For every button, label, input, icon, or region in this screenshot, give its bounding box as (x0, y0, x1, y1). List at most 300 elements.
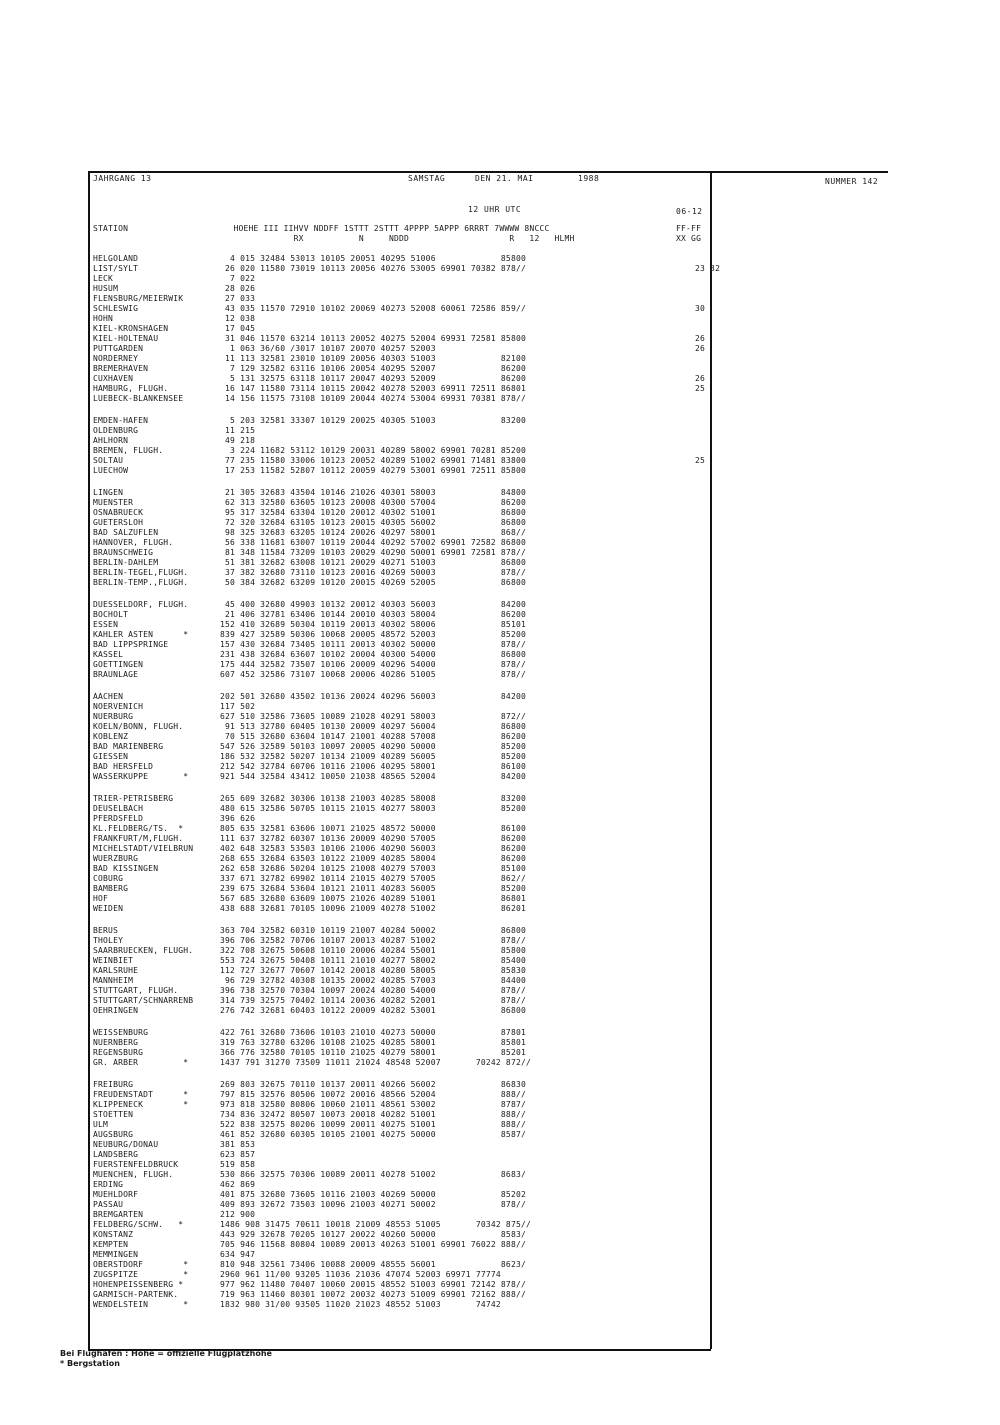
station-name: FREUDENSTADT * (93, 1090, 189, 1099)
station-observations: 202 501 32680 43502 10136 20024 40296 56003 84200 (220, 692, 527, 701)
station-name: KOBLENZ (93, 732, 129, 741)
station-row (93, 1290, 713, 1300)
footnote-airports: Bei Flughäfen : Höhe = offizielle Flugplatzhöhe (60, 1349, 272, 1358)
station-observations: 734 836 32472 80507 10073 20018 40282 51001 888// (220, 1110, 527, 1119)
station-name: FRANKFURT/M,FLUGH. (93, 834, 184, 843)
station-row (93, 692, 713, 702)
station-name: FUERSTENFELDBRUCK (93, 1160, 179, 1169)
station-name: SOLTAU (93, 456, 124, 465)
station-observations: 5 131 32575 63118 10117 20047 40293 52009 86200 (220, 374, 527, 383)
station-observations: 366 776 32580 70105 10110 21025 40279 58001 85201 (220, 1048, 527, 1057)
right-header-line-1: FF-FF (676, 224, 702, 233)
station-observations: 98 325 32683 63205 10124 20026 40297 58001 868// (220, 528, 527, 537)
station-name: GUETERSLOH (93, 518, 144, 527)
day-label: SAMSTAG (408, 174, 446, 183)
station-name: STUTTGART/SCHNARRENB (93, 996, 194, 1005)
station-row (93, 1006, 713, 1016)
station-row (93, 742, 713, 752)
station-observations: 96 729 32782 40308 10135 20002 40285 57003 84400 (220, 976, 527, 985)
station-row (93, 996, 713, 1006)
station-observations: 5 203 32581 33307 10129 20025 40305 51003 83200 (220, 416, 527, 425)
station-name: MUENSTER (93, 498, 134, 507)
station-row (93, 548, 713, 558)
station-observations: 1832 980 31/00 93505 11020 21023 48552 51003 74742 (220, 1300, 501, 1309)
station-observations: 50 384 32682 63209 10120 20015 40269 52005 86800 (220, 578, 527, 587)
station-name: HANNOVER, FLUGH. (93, 538, 174, 547)
station-observations: 72 320 32684 63105 10123 20015 40305 56002 86800 (220, 518, 527, 527)
station-observations: 276 742 32681 60403 10122 20009 40282 53001 86800 (220, 1006, 527, 1015)
station-observations: 627 510 32586 73605 10089 21028 40291 58003 872// (220, 712, 527, 721)
station-observations: 462 869 (220, 1180, 256, 1189)
station-name: NUERBURG (93, 712, 134, 721)
station-name: KONSTANZ (93, 1230, 134, 1239)
station-observations: 112 727 32677 70607 10142 20018 40280 58005 85830 (220, 966, 527, 975)
station-name: DEUSELBACH (93, 804, 144, 813)
station-observations: 1 063 36/60 /3017 10107 20070 40257 52003 (220, 344, 436, 353)
station-row (93, 1048, 713, 1058)
station-row (93, 640, 713, 650)
station-row (93, 834, 713, 844)
station-name: HELGOLAND (93, 254, 139, 263)
station-row (93, 538, 713, 548)
station-name: BREMEN, FLUGH. (93, 446, 164, 455)
station-name: MICHELSTADT/VIELBRUN (93, 844, 194, 853)
station-observations: 977 962 11480 70407 10060 20015 48552 51003 69901 72142 878// (220, 1280, 527, 1289)
station-observations: 11 113 32581 23010 10109 20056 40303 51003 82100 (220, 354, 527, 363)
station-name: WASSERKUPPE * (93, 772, 189, 781)
station-wind-gust: 23 32 (695, 264, 721, 273)
station-name: HAMBURG, FLUGH. (93, 384, 169, 393)
station-row (93, 1130, 713, 1140)
station-observations: 81 348 11584 73209 10103 20029 40290 50001 69901 72581 878// (220, 548, 527, 557)
station-row (93, 456, 713, 466)
station-wind-gust: 25 (695, 456, 706, 465)
station-observations: 4 015 32484 53013 10105 20051 40295 51006 85800 (220, 254, 527, 263)
station-observations: 28 026 (220, 284, 256, 293)
station-observations: 31 046 11570 63214 10113 20052 40275 52004 69931 72581 85800 (220, 334, 527, 343)
station-row (93, 752, 713, 762)
station-observations: 186 532 32582 50207 10134 21009 40289 56005 85200 (220, 752, 527, 761)
station-observations: 12 038 (220, 314, 256, 323)
station-row (93, 426, 713, 436)
station-row (93, 824, 713, 834)
station-name: HOHENPEISSENBERG * (93, 1280, 184, 1289)
station-name: BAMBERG (93, 884, 129, 893)
station-row (93, 578, 713, 588)
column-header-line-2: RX N NDDD R 12 HLMH (93, 234, 575, 243)
station-name: OSNABRUECK (93, 508, 144, 517)
station-name: NEUBURG/DONAU (93, 1140, 159, 1149)
station-row (93, 884, 713, 894)
station-name: KL.FELDBERG/TS. * (93, 824, 184, 833)
station-row (93, 904, 713, 914)
utc-label: 12 UHR UTC (468, 205, 522, 214)
station-observations: 443 929 32678 70205 10127 20022 40260 50000 8583/ (220, 1230, 527, 1239)
station-row (93, 508, 713, 518)
station-row (93, 294, 713, 304)
station-name: NOERVENICH (93, 702, 144, 711)
station-row (93, 1100, 713, 1110)
station-row (93, 344, 713, 354)
station-observations: 2960 961 11/00 93205 11036 21036 47074 52003 69971 77774 (220, 1270, 501, 1279)
station-name: LINGEN (93, 488, 124, 497)
station-observations: 522 838 32575 80206 10099 20011 40275 51001 888// (220, 1120, 527, 1129)
station-observations: 117 502 (220, 702, 256, 711)
station-observations: 480 615 32586 50705 10115 21015 40277 58003 85200 (220, 804, 527, 813)
station-observations: 56 338 11681 63007 10119 20044 40292 57002 69901 72582 86800 (220, 538, 527, 547)
station-name: KIEL-KRONSHAGEN (93, 324, 169, 333)
station-row (93, 986, 713, 996)
station-name: BERLIN-TEGEL,FLUGH. (93, 568, 189, 577)
station-row (93, 936, 713, 946)
station-row (93, 498, 713, 508)
station-row (93, 1028, 713, 1038)
station-observations: 157 430 32684 73405 10111 20013 40302 50000 878// (220, 640, 527, 649)
station-row (93, 558, 713, 568)
station-row (93, 874, 713, 884)
date-label: DEN 21. MAI (475, 174, 534, 183)
station-name: BOCHOLT (93, 610, 129, 619)
station-row (93, 1038, 713, 1048)
station-observations: 409 893 32672 73503 10096 21003 40271 50002 878// (220, 1200, 527, 1209)
station-row (93, 1230, 713, 1240)
station-row (93, 488, 713, 498)
station-observations: 396 626 (220, 814, 256, 823)
station-wind-gust: 30 (695, 304, 706, 313)
station-observations: 43 035 11570 72910 10102 20069 40273 52008 60061 72586 859// (220, 304, 527, 313)
station-name: FLENSBURG/MEIERWIK (93, 294, 184, 303)
station-observations: 623 857 (220, 1150, 256, 1159)
station-name: OLDENBURG (93, 426, 139, 435)
station-name: KIEL-HOLTENAU (93, 334, 159, 343)
station-name: AACHEN (93, 692, 124, 701)
station-observations: 363 704 32582 60310 10119 21007 40284 50002 86800 (220, 926, 527, 935)
station-name: BAD SALZUFLEN (93, 528, 159, 537)
station-row (93, 620, 713, 630)
station-row (93, 1160, 713, 1170)
station-observations: 27 033 (220, 294, 256, 303)
station-row (93, 334, 713, 344)
station-name: NUERNBERG (93, 1038, 139, 1047)
station-observations: 396 738 32570 70304 10097 20024 40280 54000 878// (220, 986, 527, 995)
station-observations: 438 688 32681 70105 10096 21009 40278 51002 86201 (220, 904, 527, 913)
station-observations: 62 313 32580 63605 10123 20008 40300 57004 86200 (220, 498, 527, 507)
station-name: KASSEL (93, 650, 124, 659)
station-name: BREMGARTEN (93, 1210, 144, 1219)
station-name: BERLIN-DAHLEM (93, 558, 159, 567)
station-row (93, 1280, 713, 1290)
station-row (93, 1300, 713, 1310)
station-name: BERUS (93, 926, 119, 935)
station-name: KLIPPENECK * (93, 1100, 189, 1109)
station-observations: 7 022 (220, 274, 256, 283)
station-row (93, 394, 713, 404)
station-row (93, 1220, 713, 1230)
station-observations: 21 305 32683 43504 10146 21026 40301 58003 84800 (220, 488, 527, 497)
station-row (93, 1200, 713, 1210)
station-observations: 70 515 32680 63604 10147 21001 40288 57008 86200 (220, 732, 527, 741)
station-observations: 921 544 32584 43412 10050 21038 48565 52004 84200 (220, 772, 527, 781)
station-name: COBURG (93, 874, 124, 883)
group-gap (93, 404, 713, 416)
station-observations: 265 609 32682 30306 10138 21003 40285 58008 83200 (220, 794, 527, 803)
top-rule (88, 171, 888, 173)
station-observations: 3 224 11682 53112 10129 20031 40289 58002 69901 70281 85200 (220, 446, 527, 455)
station-observations: 11 215 (220, 426, 256, 435)
station-observations: 26 020 11580 73019 10113 20056 40276 53005 69901 70382 878// (220, 264, 527, 273)
station-row (93, 1120, 713, 1130)
station-name: THOLEY (93, 936, 124, 945)
station-row (93, 568, 713, 578)
station-name: WEISSENBURG (93, 1028, 149, 1037)
station-observations: 973 818 32580 80806 10060 21011 48561 53002 8787/ (220, 1100, 527, 1109)
station-row (93, 926, 713, 936)
station-row (93, 518, 713, 528)
station-name: KEMPTEN (93, 1240, 129, 1249)
station-name: AHLHORN (93, 436, 129, 445)
station-observations: 547 526 32589 50103 10097 20005 40290 50000 85200 (220, 742, 527, 751)
station-row (93, 1090, 713, 1100)
station-observations: 7 129 32582 63116 10106 20054 40295 52007 86200 (220, 364, 527, 373)
station-name: TRIER-PETRISBERG (93, 794, 174, 803)
station-name: HUSUM (93, 284, 119, 293)
station-row (93, 264, 721, 274)
station-name: ULM (93, 1120, 109, 1129)
station-wind-gust: 25 (695, 384, 706, 393)
station-row (93, 670, 713, 680)
station-row (93, 1250, 713, 1260)
station-name: HOHN (93, 314, 114, 323)
station-name: SAARBRUECKEN, FLUGH. (93, 946, 194, 955)
station-observations: 719 963 11460 80301 10072 20032 40273 51009 69901 72162 888// (220, 1290, 527, 1299)
station-name: WEINBIET (93, 956, 134, 965)
station-name: BERLIN-TEMP.,FLUGH. (93, 578, 189, 587)
station-name: PFERDSFELD (93, 814, 144, 823)
station-observations: 111 637 32782 60307 10136 20009 40290 57005 86200 (220, 834, 527, 843)
station-observations: 401 875 32680 73605 10116 21003 40269 50000 85202 (220, 1190, 527, 1199)
station-observations: 239 675 32684 53604 10121 21011 40283 56005 85200 (220, 884, 527, 893)
station-name: WUERZBURG (93, 854, 139, 863)
station-row (93, 384, 713, 394)
station-row (93, 1260, 713, 1270)
station-observations: 268 655 32684 63503 10122 21009 40285 58004 86200 (220, 854, 527, 863)
station-observations: 319 763 32780 63206 10108 21025 40285 58001 85801 (220, 1038, 527, 1047)
station-name: PUTTGARDEN (93, 344, 144, 353)
station-wind-gust: 26 (695, 334, 706, 343)
station-observations: 797 815 32576 80506 10072 20016 48566 52004 888// (220, 1090, 527, 1099)
station-table (93, 254, 721, 1310)
station-observations: 567 685 32680 63609 10075 21026 40289 51001 86801 (220, 894, 527, 903)
station-observations: 212 542 32784 60706 10116 21006 40295 58001 86100 (220, 762, 527, 771)
station-observations: 839 427 32589 50306 10068 20005 48572 52003 85200 (220, 630, 527, 639)
station-row (93, 1170, 713, 1180)
station-name: LIST/SYLT (93, 264, 139, 273)
station-name: SCHLESWIG (93, 304, 139, 313)
station-name: BAD KISSINGEN (93, 864, 159, 873)
station-name: MEMMINGEN (93, 1250, 139, 1259)
group-gap (93, 1016, 713, 1028)
station-row (93, 804, 713, 814)
station-row (93, 630, 713, 640)
jahrgang-label: JAHRGANG 13 (93, 174, 152, 183)
station-row (93, 304, 713, 314)
station-name: KAHLER ASTEN * (93, 630, 189, 639)
station-observations: 337 671 32782 69902 10114 21015 40279 57005 862// (220, 874, 527, 883)
station-row (93, 712, 713, 722)
station-name: STUTTGART, FLUGH. (93, 986, 179, 995)
group-gap (93, 588, 713, 600)
station-name: BAD LIPPSPRINGE (93, 640, 169, 649)
range-label: 06-12 (676, 207, 703, 216)
station-row (93, 528, 713, 538)
right-header-line-2: XX GG (676, 234, 702, 243)
station-row (93, 1270, 713, 1280)
station-row (93, 610, 713, 620)
station-row (93, 1190, 713, 1200)
station-name: GARMISCH-PARTENK. (93, 1290, 179, 1299)
station-name: OBERSTDORF * (93, 1260, 189, 1269)
station-name: BRAUNSCHWEIG (93, 548, 154, 557)
station-row (93, 1150, 713, 1160)
station-row (93, 894, 713, 904)
station-observations: 422 761 32680 73606 10103 21010 40273 50000 87801 (220, 1028, 527, 1037)
station-observations: 262 658 32686 50204 10125 21008 40279 57003 85100 (220, 864, 527, 873)
station-name: PASSAU (93, 1200, 124, 1209)
station-observations: 805 635 32581 63606 10071 21025 48572 50000 86100 (220, 824, 527, 833)
station-row (93, 732, 713, 742)
station-observations: 17 253 11582 52807 10112 20059 40279 53001 69901 72511 85800 (220, 466, 527, 475)
station-observations: 461 852 32680 60305 10105 21001 40275 50000 8587/ (220, 1130, 527, 1139)
station-row (93, 976, 713, 986)
station-observations: 1486 908 31475 70611 10018 21009 48553 51005 70342 875// (220, 1220, 532, 1229)
station-observations: 519 858 (220, 1160, 256, 1169)
station-name: GOETTINGEN (93, 660, 144, 669)
column-header-line-1: STATION HOEHE III IIHVV NDDFF 1STTT 2STTT 4PPPP 5APPP 6RRRT 7WWWW 8NCCC (93, 224, 550, 233)
station-observations: 14 156 11575 73108 10109 20044 40274 53004 69931 70381 878// (220, 394, 527, 403)
station-name: FELDBERG/SCHW. * (93, 1220, 184, 1229)
station-observations: 314 739 32575 70402 10114 20036 40282 52001 878// (220, 996, 527, 1005)
station-name: ERDING (93, 1180, 124, 1189)
station-observations: 212 900 (220, 1210, 256, 1219)
year-label: 1988 (578, 174, 600, 183)
station-name: REGENSBURG (93, 1048, 144, 1057)
station-row (93, 600, 713, 610)
station-row (93, 1080, 713, 1090)
station-observations: 91 513 32780 60405 10130 20009 40297 56004 86800 (220, 722, 527, 731)
station-name: BAD HERSFELD (93, 762, 154, 771)
station-row (93, 1058, 713, 1068)
station-name: LUECHOW (93, 466, 129, 475)
station-observations: 322 708 32675 50608 10110 20006 40284 55001 85800 (220, 946, 527, 955)
station-observations: 77 235 11580 33006 10123 20052 40289 51002 69901 71481 83800 (220, 456, 527, 465)
group-gap (93, 782, 713, 794)
station-observations: 21 406 32781 63406 10144 20010 40303 58004 86200 (220, 610, 527, 619)
station-observations: 810 948 32561 73406 10088 20009 48555 56001 8623/ (220, 1260, 527, 1269)
station-row (93, 702, 713, 712)
station-row (93, 324, 713, 334)
station-observations: 269 803 32675 70110 10137 20011 40266 56002 86830 (220, 1080, 527, 1089)
station-observations: 49 218 (220, 436, 256, 445)
station-row (93, 436, 713, 446)
station-observations: 402 648 32583 53503 10106 21006 40290 56003 86200 (220, 844, 527, 853)
station-name: HOF (93, 894, 109, 903)
station-row (93, 466, 713, 476)
station-row (93, 1110, 713, 1120)
station-row (93, 364, 713, 374)
station-observations: 45 400 32680 49903 10132 20012 40303 56003 84200 (220, 600, 527, 609)
station-name: KOELN/BONN, FLUGH. (93, 722, 184, 731)
station-observations: 16 147 11580 73114 10115 20042 40278 52003 69911 72511 86801 (220, 384, 527, 393)
station-observations: 553 724 32675 50408 10111 21010 40277 58002 85400 (220, 956, 527, 965)
station-name: WENDELSTEIN * (93, 1300, 189, 1309)
station-row (93, 254, 713, 264)
station-wind-gust: 26 (695, 374, 706, 383)
station-observations: 51 381 32682 63008 10121 20029 40271 51003 86800 (220, 558, 527, 567)
station-observations: 396 706 32582 70706 10107 20013 40287 51002 878// (220, 936, 527, 945)
station-name: BREMERHAVEN (93, 364, 149, 373)
station-row (93, 416, 713, 426)
station-observations: 381 853 (220, 1140, 256, 1149)
station-name: FREIBURG (93, 1080, 134, 1089)
station-name: BRAUNLAGE (93, 670, 139, 679)
station-row (93, 374, 713, 384)
station-observations: 1437 791 31270 73509 11011 21024 48548 52007 70242 872// (220, 1058, 532, 1067)
group-gap (93, 680, 713, 692)
station-row (93, 966, 713, 976)
station-row (93, 1210, 713, 1220)
station-row (93, 794, 713, 804)
station-row (93, 956, 713, 966)
station-observations: 152 410 32689 50304 10119 20013 40302 58006 85101 (220, 620, 527, 629)
station-row (93, 762, 713, 772)
station-row (93, 1240, 713, 1250)
station-row (93, 844, 713, 854)
station-observations: 95 317 32584 63304 10120 20012 40302 51001 86800 (220, 508, 527, 517)
station-name: LANDSBERG (93, 1150, 139, 1159)
station-row (93, 814, 713, 824)
station-row (93, 274, 713, 284)
group-gap (93, 476, 713, 488)
station-name: WEIDEN (93, 904, 124, 913)
group-gap (93, 914, 713, 926)
station-row (93, 650, 713, 660)
group-gap (93, 1068, 713, 1080)
station-name: MUEHLDORF (93, 1190, 139, 1199)
station-observations: 634 947 (220, 1250, 256, 1259)
station-wind-gust: 26 (695, 344, 706, 353)
station-name: GIESSEN (93, 752, 129, 761)
issue-number: NUMMER 142 (825, 177, 879, 186)
station-name: LUEBECK-BLANKENSEE (93, 394, 184, 403)
station-name: NORDERNEY (93, 354, 139, 363)
station-row (93, 1140, 713, 1150)
station-name: OEHRINGEN (93, 1006, 139, 1015)
station-observations: 530 866 32575 70306 10089 20011 40278 51002 8683/ (220, 1170, 527, 1179)
station-name: EMDEN-HAFEN (93, 416, 149, 425)
station-name: BAD MARIENBERG (93, 742, 164, 751)
station-name: ZUGSPITZE * (93, 1270, 189, 1279)
station-row (93, 284, 713, 294)
station-row (93, 660, 713, 670)
station-observations: 705 946 11568 80804 10089 20013 40263 51001 69901 76022 888// (220, 1240, 527, 1249)
footnote-mountain: * Bergstation (60, 1359, 120, 1368)
station-observations: 17 045 (220, 324, 256, 333)
station-observations: 607 452 32586 73107 10068 20006 40286 51005 878// (220, 670, 527, 679)
station-row (93, 1180, 713, 1190)
station-row (93, 314, 713, 324)
station-row (93, 946, 713, 956)
station-observations: 231 438 32684 63607 10102 20004 40300 54000 86800 (220, 650, 527, 659)
